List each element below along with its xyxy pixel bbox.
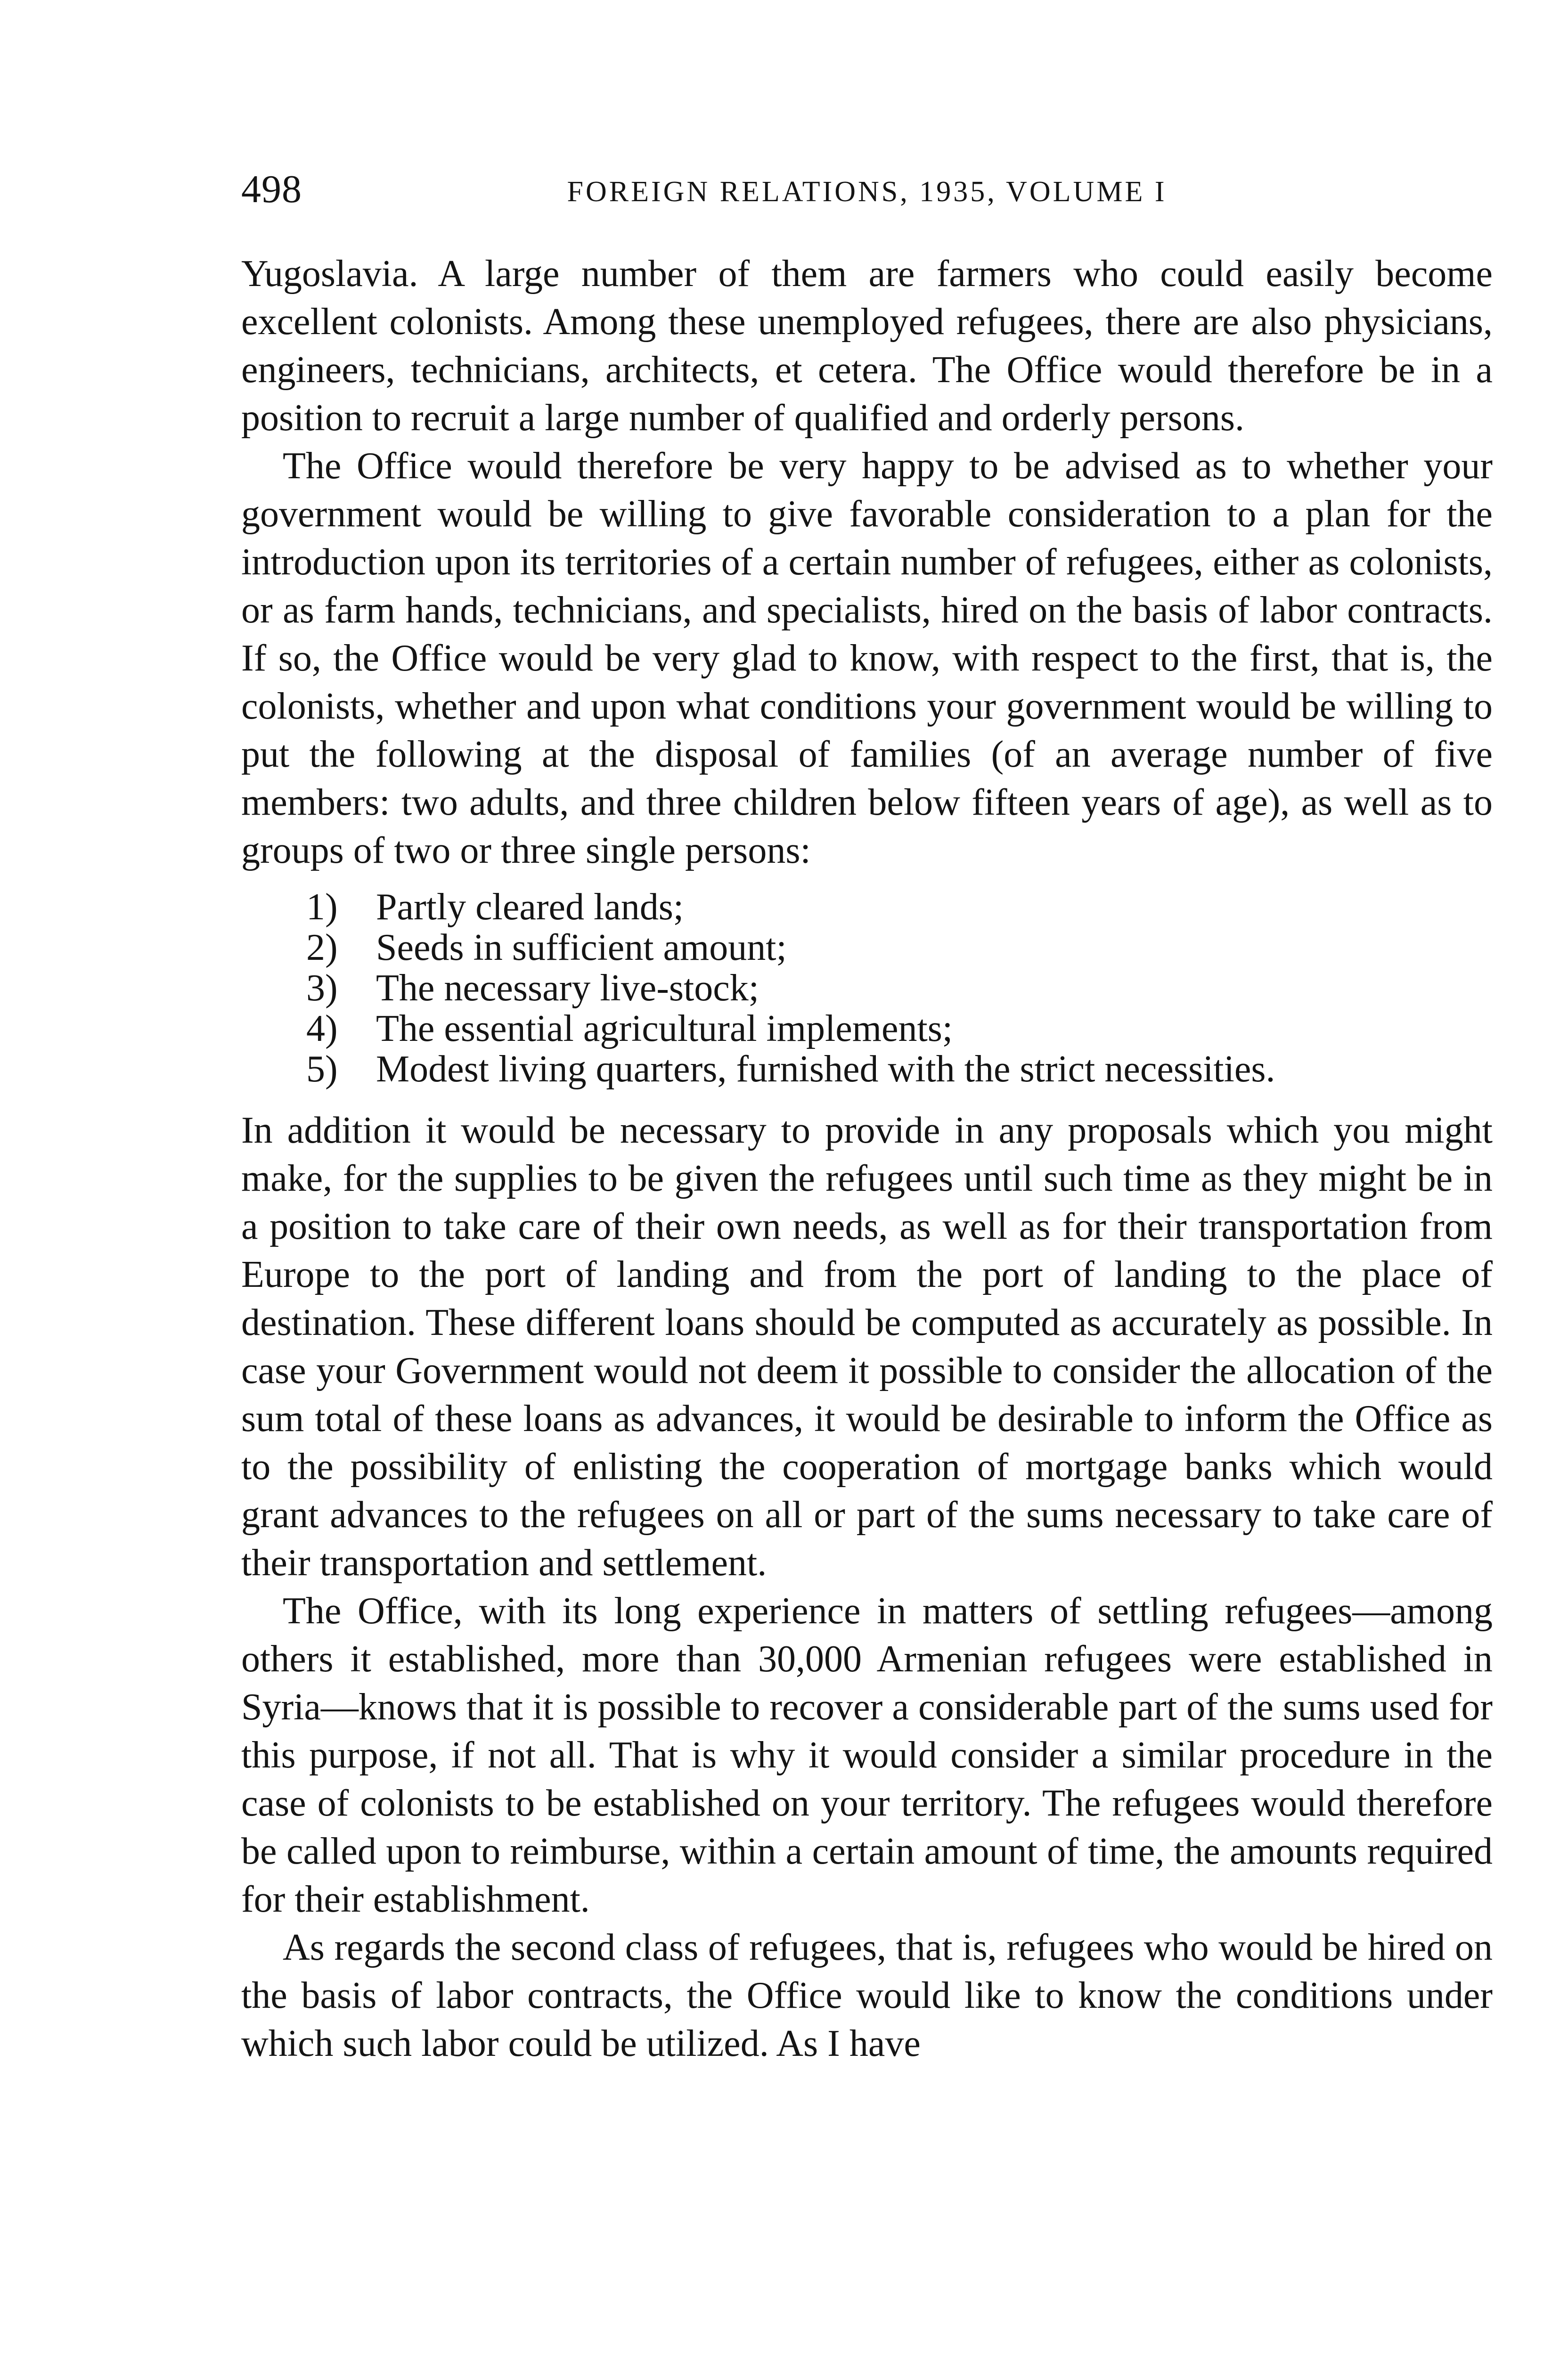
paragraph-1: Yugoslavia. A large number of them are farmers who could easily become excellent colonists. Among these unemployed refugees, there are also physicians, engineers, technicians, architects, et cetera. The Office would therefore be in a position to recruit a large number of qualified and orderly persons. [241,253,1493,439]
provisions-list [241,887,1493,1089]
list-item-text: The essential agricultural implements; [376,1008,953,1049]
page-number: 498 [241,167,302,211]
body-text [241,250,1493,2068]
list-item-number: 5) [306,1048,338,1090]
list-item-text: Partly cleared lands; [376,886,684,928]
running-head: FOREIGN RELATIONS, 1935, VOLUME I [567,176,1167,208]
list-item-text: Seeds in sufficient amount; [376,927,787,968]
list-item [306,1008,1493,1049]
list-item-number: 2) [306,927,338,968]
list-item-text: Modest living quarters, furnished with the strict necessities. [376,1048,1275,1090]
paragraph-2: The Office would therefore be very happy to be advised as to whether your government would be willing to give favorable consideration to a plan for the introduction upon its territories of a certain number of refugees, either as colonists, or as farm hands, technicians, and specialists, hired on the basis of labor contracts. If so, the Office would be very glad to know, with respect to the first, that is, the colonists, whether and upon what conditions your government would be willing to put the following at the disposal of families (of an average number of five members: two adults, and three children below fifteen years of age), as well as to groups of two or three single persons: [241,445,1493,871]
paragraph-4: The Office, with its long experience in matters of settling refugees—among others it established, more than 30,000 Armenian refugees were established in Syria—knows that it is possible to recover a considerable part of the sums used for this purpose, if not all. That is why it would consider a similar procedure in the case of colonists to be established on your territory. The refugees would therefore be called upon to reimburse, within a certain amount of time, the amounts required for their establishment. [241,1590,1493,1920]
list-item [306,887,1493,927]
list-item [306,927,1493,968]
list-item-number: 3) [306,967,338,1009]
list-item-number: 4) [306,1008,338,1049]
list-item-text: The necessary live-stock; [376,967,760,1009]
page-header [241,166,1493,218]
paragraph-5: As regards the second class of refugees, that is, refugees who would be hired on the basis of labor contracts, the Office would like to know the conditions under which such labor could be utilized. As I have [241,1927,1493,2064]
list-item [306,968,1493,1008]
list-item [306,1049,1493,1089]
list-item-number: 1) [306,886,338,928]
paragraph-3: In addition it would be necessary to provide in any proposals which you might make, for the supplies to be given the refugees until such time as they might be in a position to take care of their own needs, as well as for their transportation from Europe to the port of landing and from the port of landing to the place of destination. These different loans should be computed as accurately as possible. In case your Government would not deem it possible to consider the allocation of the sum total of these loans as advances, it would be desirable to inform the Office as to the possibility of enlisting the cooperation of mortgage banks which would grant advances to the refugees on all or part of the sums necessary to take care of their transportation and settlement. [241,1110,1493,1584]
